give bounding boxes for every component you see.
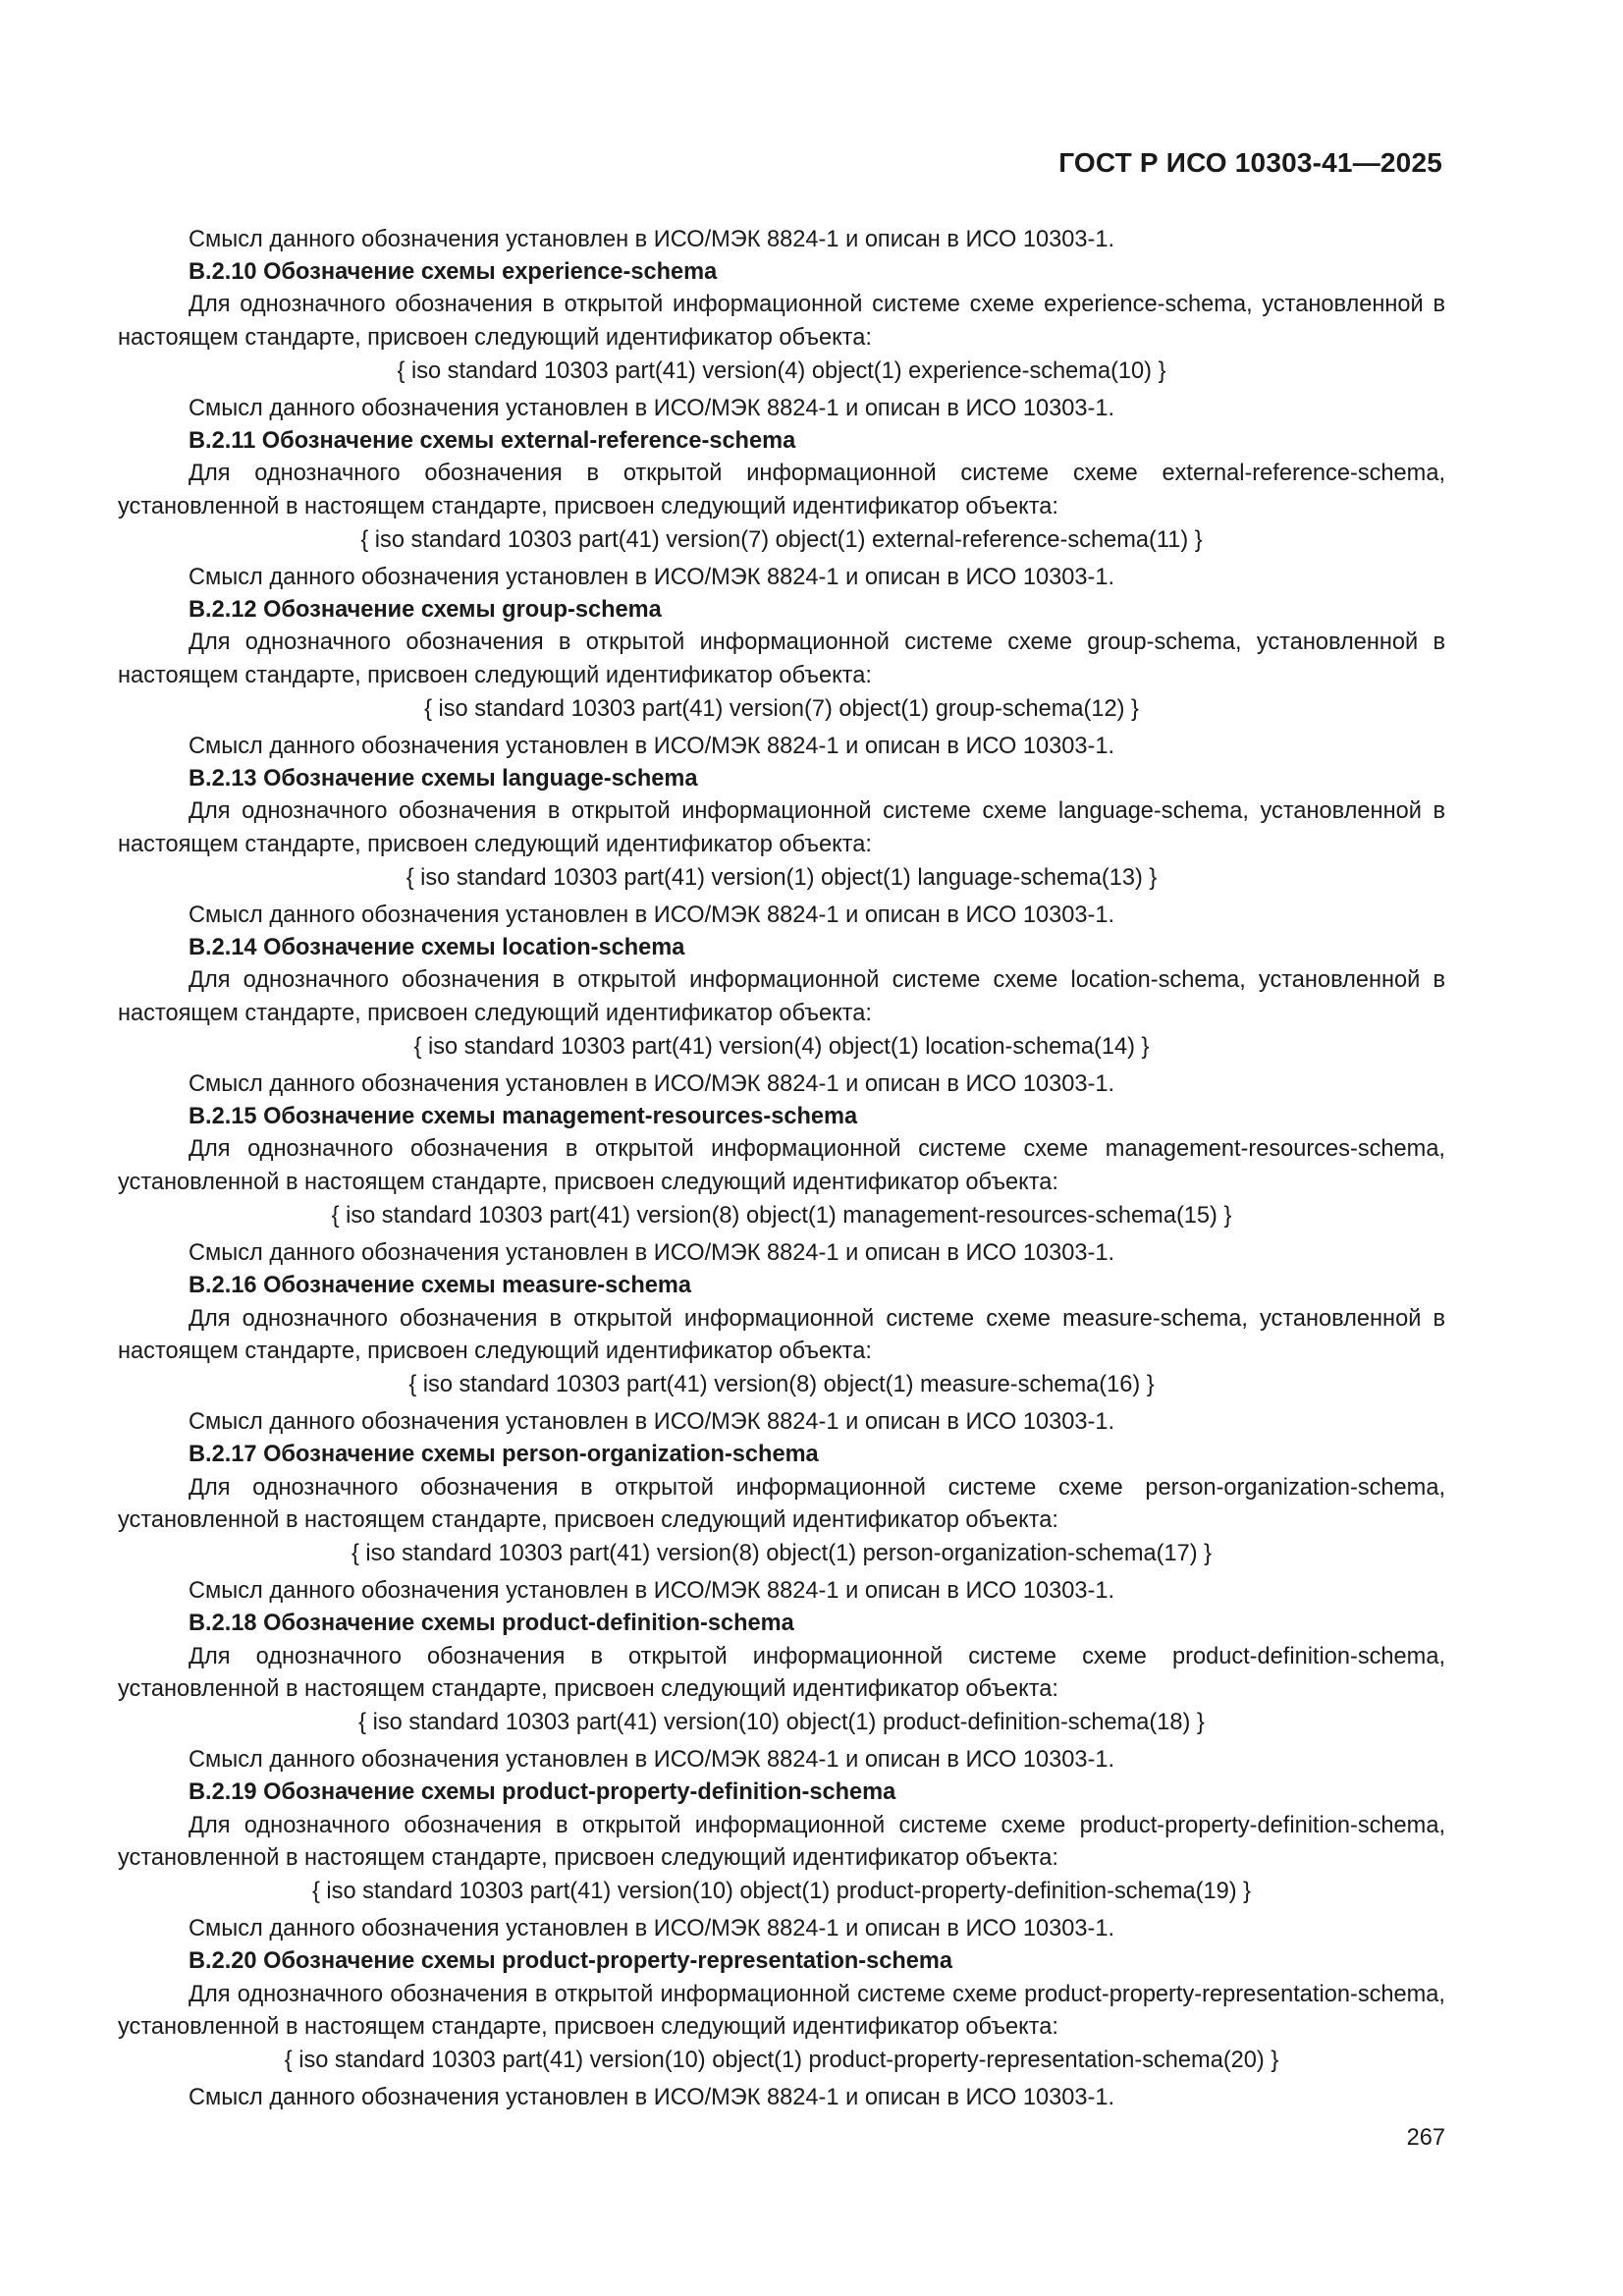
object-identifier: { iso standard 10303 part(41) version(8) object(1) measure-schema(16) }	[408, 1371, 1155, 1397]
standard-designation-header: ГОСТ Р ИСО 10303-41—2025	[1058, 147, 1442, 178]
schema-section	[118, 1777, 1445, 1945]
section-description: Для однозначного обозначения в открытой информационной системе схеме location-schema, установленной в настоящем стандарте, присвоен следующий идентификатор объекта:	[118, 967, 1445, 1026]
schema-section	[118, 1439, 1445, 1608]
section-heading: B.2.15 Обозначение схемы management-resources-schema	[189, 1104, 858, 1130]
section-description: Для однозначного обозначения в открытой информационной системе схеме product-definition-schema, установленной в настоящем стандарте, присвоен следующий идентификатор объекта:	[118, 1643, 1445, 1702]
schema-section	[118, 1101, 1445, 1270]
meaning-paragraph: Смысл данного обозначения установлен в ИСО/МЭК 8824-1 и описан в ИСО 10303-1.	[189, 902, 1115, 929]
meaning-paragraph: Смысл данного обозначения установлен в ИСО/МЭК 8824-1 и описан в ИСО 10303-1.	[189, 1916, 1115, 1942]
object-identifier: { iso standard 10303 part(41) version(8) object(1) management-resources-schema(15) }	[331, 1202, 1232, 1229]
meaning-paragraph: Смысл данного обозначения установлен в ИСО/МЭК 8824-1 и описан в ИСО 10303-1.	[189, 1240, 1115, 1267]
object-identifier: { iso standard 10303 part(41) version(10) object(1) product-definition-schema(18) }	[358, 1709, 1205, 1735]
schema-section	[118, 763, 1445, 932]
meaning-paragraph: Смысл данного обозначения установлен в ИСО/МЭК 8824-1 и описан в ИСО 10303-1.	[189, 396, 1115, 422]
meaning-paragraph: Смысл данного обозначения установлен в ИСО/МЭК 8824-1 и описан в ИСО 10303-1.	[189, 734, 1115, 760]
section-heading: B.2.14 Обозначение схемы location-schema	[189, 935, 685, 961]
section-description: Для однозначного обозначения в открытой информационной системе схеме person-organization-schema, установленной в настоящем стандарте, присвоен следующий идентификатор объекта:	[118, 1474, 1445, 1533]
section-description: Для однозначного обозначения в открытой информационной системе схеме language-schema, установленной в настоящем стандарте, присвоен следующий идентификатор объекта:	[118, 798, 1445, 857]
object-identifier: { iso standard 10303 part(41) version(1) object(1) language-schema(13) }	[406, 864, 1158, 891]
section-heading: B.2.11 Обозначение схемы external-reference-schema	[189, 428, 796, 455]
page-number: 267	[1406, 2125, 1445, 2151]
section-heading: B.2.12 Обозначение схемы group-schema	[189, 597, 662, 624]
section-heading: B.2.19 Обозначение схемы product-property-definition-schema	[189, 1779, 896, 1806]
object-identifier: { iso standard 10303 part(41) version(7) object(1) external-reference-schema(11) }	[360, 526, 1203, 553]
object-identifier: { iso standard 10303 part(41) version(8) object(1) person-organization-schema(17) }	[351, 1540, 1213, 1566]
schema-section	[118, 425, 1445, 594]
schema-section	[118, 594, 1445, 763]
document-body	[118, 224, 1445, 2114]
meaning-paragraph: Смысл данного обозначения установлен в ИСО/МЭК 8824-1 и описан в ИСО 10303-1.	[189, 1578, 1115, 1605]
object-identifier: { iso standard 10303 part(41) version(10) object(1) product-property-representation-schema(20) }	[284, 2047, 1279, 2073]
object-identifier: { iso standard 10303 part(41) version(7) object(1) group-schema(12) }	[424, 695, 1139, 722]
object-identifier: { iso standard 10303 part(41) version(10) object(1) product-property-definition-schema(19) }	[311, 1878, 1252, 1904]
sections-container	[118, 256, 1445, 2114]
section-description: Для однозначного обозначения в открытой информационной системе схеме product-property-definition-schema, установленной в настоящем стандарте, присвоен следующий идентификатор объекта:	[118, 1812, 1445, 1871]
schema-section	[118, 256, 1445, 425]
section-heading: B.2.10 Обозначение схемы experience-schema	[189, 259, 718, 286]
section-heading: B.2.18 Обозначение схемы product-definition-schema	[189, 1611, 794, 1637]
section-heading: B.2.16 Обозначение схемы measure-schema	[189, 1273, 691, 1299]
meaning-paragraph: Смысл данного обозначения установлен в ИСО/МЭК 8824-1 и описан в ИСО 10303-1.	[189, 1747, 1115, 1774]
intro-meaning-paragraph: Смысл данного обозначения установлен в ИСО/МЭК 8824-1 и описан в ИСО 10303-1.	[189, 227, 1115, 252]
schema-section	[118, 1945, 1445, 2114]
section-description: Для однозначного обозначения в открытой информационной системе схеме experience-schema, установленной в настоящем стандарте, присвоен следующий идентификатор объекта:	[118, 292, 1445, 351]
object-identifier: { iso standard 10303 part(41) version(4) object(1) experience-schema(10) }	[397, 357, 1166, 384]
section-description: Для однозначного обозначения в открытой информационной системе схеме external-reference-schema, установленной в настоящем стандарте, присвоен следующий идентификатор объекта:	[118, 461, 1445, 519]
schema-section	[118, 1270, 1445, 1439]
schema-section	[118, 932, 1445, 1101]
object-identifier: { iso standard 10303 part(41) version(4) object(1) location-schema(14) }	[413, 1033, 1150, 1060]
section-description: Для однозначного обозначения в открытой информационной системе схеме product-property-representation-schema, установленной в настоящем стандарте, присвоен следующий идентификатор объекта:	[118, 1981, 1445, 2040]
meaning-paragraph: Смысл данного обозначения установлен в ИСО/МЭК 8824-1 и описан в ИСО 10303-1.	[189, 2085, 1115, 2111]
meaning-paragraph: Смысл данного обозначения установлен в ИСО/МЭК 8824-1 и описан в ИСО 10303-1.	[189, 565, 1115, 591]
meaning-paragraph: Смысл данного обозначения установлен в ИСО/МЭК 8824-1 и описан в ИСО 10303-1.	[189, 1071, 1115, 1098]
schema-section	[118, 1608, 1445, 1777]
section-heading: B.2.17 Обозначение схемы person-organization-schema	[189, 1442, 819, 1468]
section-heading: B.2.20 Обозначение схемы product-property-representation-schema	[189, 1948, 953, 1975]
section-heading: B.2.13 Обозначение схемы language-schema	[189, 766, 698, 793]
meaning-paragraph: Смысл данного обозначения установлен в ИСО/МЭК 8824-1 и описан в ИСО 10303-1.	[189, 1409, 1115, 1436]
section-description: Для однозначного обозначения в открытой информационной системе схеме management-resources-schema, установленной в настоящем стандарте, присвоен следующий идентификатор объекта:	[118, 1136, 1445, 1195]
section-description: Для однозначного обозначения в открытой информационной системе схеме group-schema, установленной в настоящем стандарте, присвоен следующий идентификатор объекта:	[118, 629, 1445, 688]
section-description: Для однозначного обозначения в открытой информационной системе схеме measure-schema, установленной в настоящем стандарте, присвоен следующий идентификатор объекта:	[118, 1305, 1445, 1364]
